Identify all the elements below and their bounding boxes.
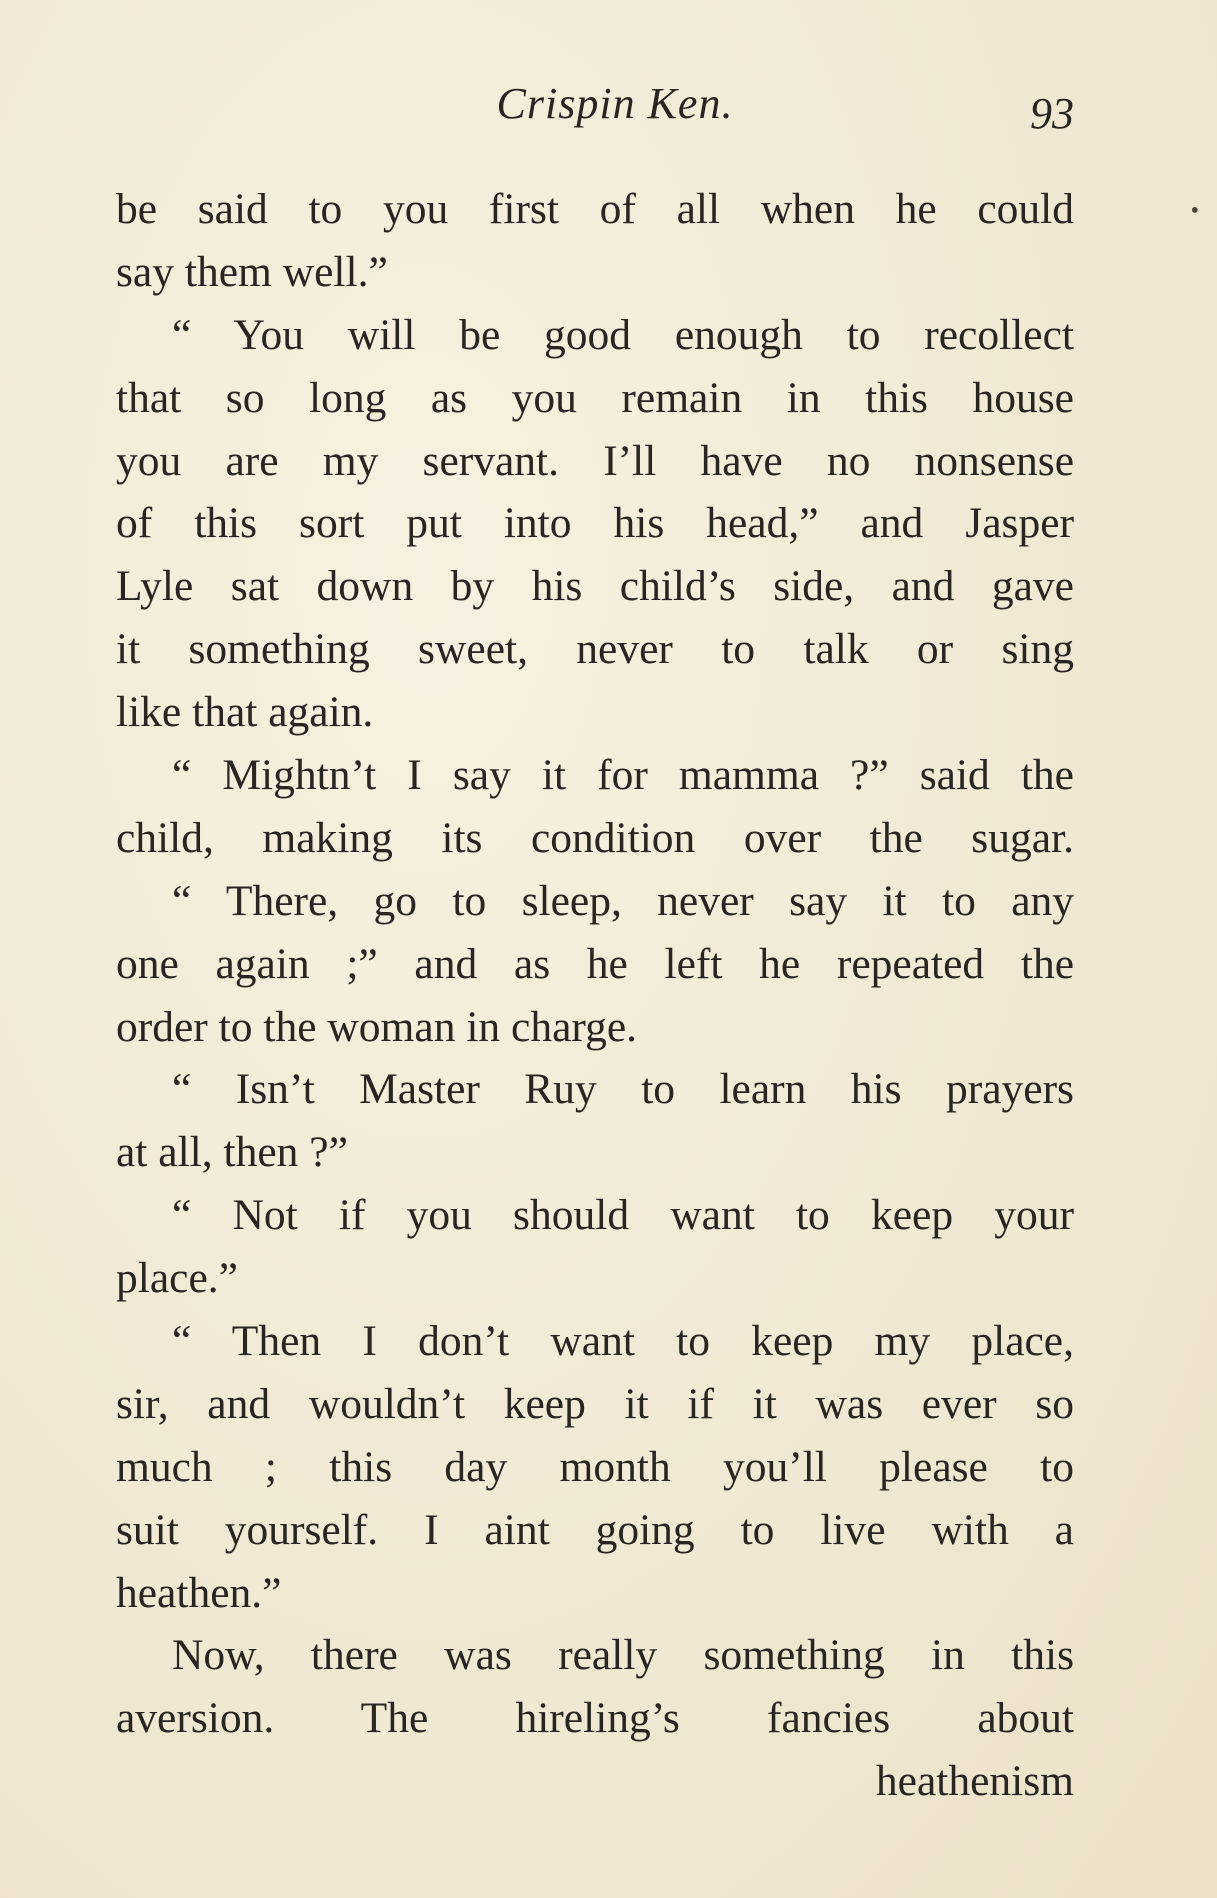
text-line: Lyle sat down by his child’s side, and gave	[116, 562, 1074, 611]
catchword: heathenism	[875, 1757, 1074, 1806]
text-line: child, making its condition over the sugar.	[116, 813, 1074, 862]
text-line: “ Then I don’t want to keep my place,	[172, 1317, 1074, 1366]
text-line: suit yourself. I aint going to live with a	[116, 1505, 1074, 1554]
text-line: “ Not if you should want to keep your	[172, 1191, 1074, 1240]
text-line: “ You will be good enough to recollect	[172, 310, 1074, 359]
text-line: sir, and wouldn’t keep it if it was ever so	[116, 1379, 1074, 1428]
text-line: like that again.	[116, 688, 374, 737]
text-line: place.”	[116, 1254, 238, 1303]
page-number: 93	[1030, 89, 1074, 138]
text-line: be said to you first of all when he could	[116, 185, 1074, 233]
text-line: heathen.”	[116, 1568, 282, 1617]
running-title: Crispin Ken.	[496, 79, 734, 128]
text-line: say them well.”	[116, 247, 388, 296]
text-line: “ Mightn’t I say it for mamma ?” said the	[172, 751, 1074, 800]
text-line: Now, there was really something in this	[172, 1631, 1074, 1680]
text-line: at all, then ?”	[116, 1128, 348, 1177]
text-line: “ There, go to sleep, never say it to any	[172, 876, 1074, 925]
running-head	[116, 72, 1074, 142]
margin-mark: •	[1190, 198, 1199, 224]
text-line: you are my servant. I’ll have no nonsense	[116, 436, 1074, 485]
text-line: much ; this day month you’ll please to	[116, 1442, 1074, 1491]
text-line: it something sweet, never to talk or sing	[116, 625, 1074, 674]
text-line: “ Isn’t Master Ruy to learn his prayers	[172, 1065, 1074, 1114]
text-line: that so long as you remain in this house	[116, 373, 1074, 422]
text-line: of this sort put into his head,” and Jasper	[116, 499, 1074, 548]
text-line: aversion. The hireling’s fancies about	[116, 1694, 1074, 1743]
text-line: order to the woman in charge.	[116, 1002, 638, 1051]
body-text	[116, 178, 1074, 1813]
text-line: one again ;” and as he left he repeated the	[116, 939, 1074, 988]
